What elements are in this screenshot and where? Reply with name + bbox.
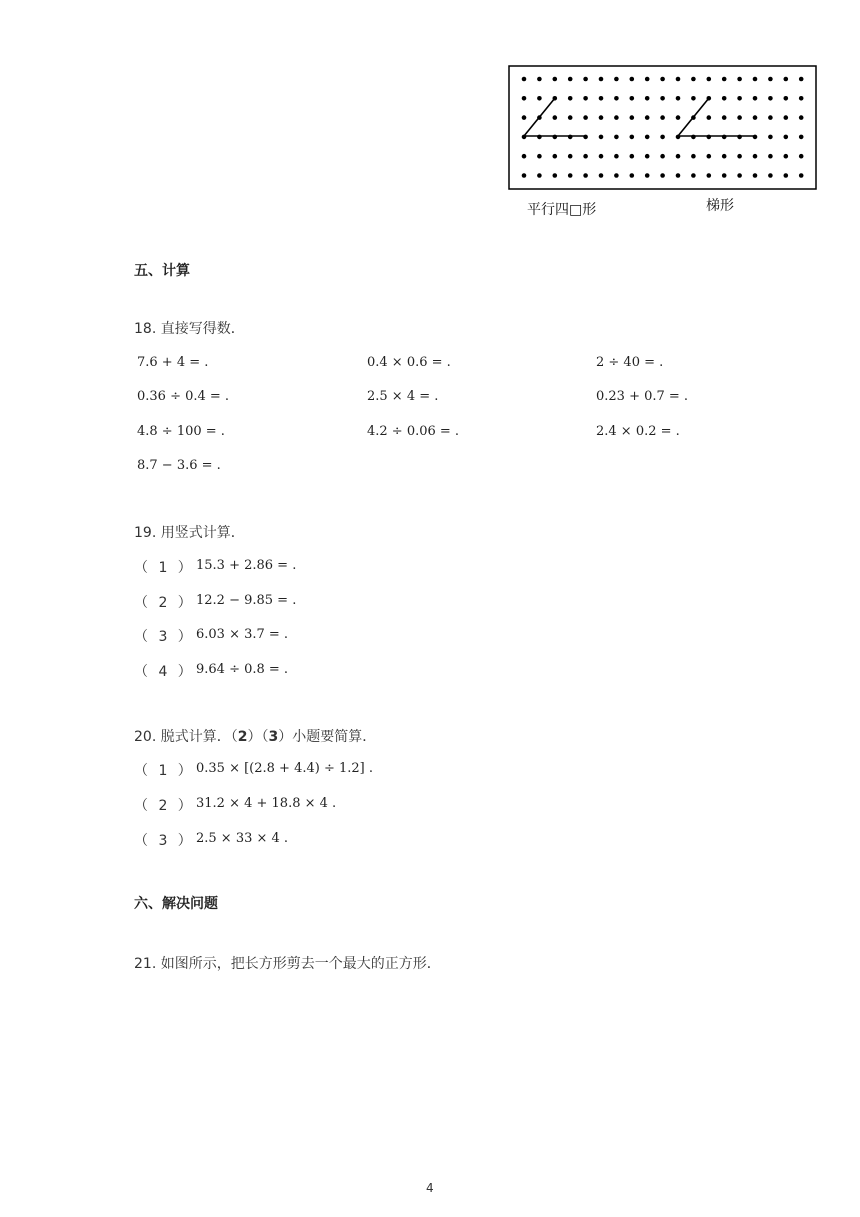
grid-dot bbox=[599, 154, 604, 159]
grid-dot bbox=[784, 96, 789, 101]
grid-dot bbox=[722, 77, 727, 82]
grid-dot bbox=[660, 173, 665, 178]
grid-dot bbox=[583, 77, 588, 82]
q20-part-number: （ 2 ） bbox=[134, 798, 195, 814]
grid-dot bbox=[522, 154, 527, 159]
grid-dot bbox=[630, 77, 635, 82]
grid-dot bbox=[568, 154, 573, 159]
section-five-title: 五、计算 bbox=[134, 263, 190, 279]
grid-dot bbox=[691, 96, 696, 101]
grid-dot bbox=[784, 154, 789, 159]
grid-dot bbox=[645, 115, 650, 120]
grid-dot bbox=[522, 115, 527, 120]
grid-dot bbox=[568, 115, 573, 120]
parallelogram-label: 平行四□形 bbox=[527, 202, 597, 218]
grid-dot bbox=[522, 173, 527, 178]
grid-dot bbox=[645, 96, 650, 101]
grid-dot bbox=[691, 77, 696, 82]
q18-item: 2.4 × 0.2 = . bbox=[596, 424, 680, 439]
shape-lines bbox=[524, 98, 756, 136]
q19-part-expression: 15.3 + 2.86 = . bbox=[196, 558, 297, 573]
q19-part-number: （ 4 ） bbox=[134, 664, 195, 680]
grid-dot bbox=[753, 115, 758, 120]
q20-part-number: （ 3 ） bbox=[134, 833, 195, 849]
grid-dot bbox=[799, 154, 804, 159]
grid-dot bbox=[568, 96, 573, 101]
grid-dot bbox=[537, 173, 542, 178]
grid-dot bbox=[599, 96, 604, 101]
grid-dot bbox=[599, 115, 604, 120]
figure-frame bbox=[509, 66, 816, 189]
q18-item: 0.36 ÷ 0.4 = . bbox=[137, 389, 230, 404]
grid-dot bbox=[583, 154, 588, 159]
q20-part-expression: 2.5 × 33 × 4 . bbox=[196, 831, 289, 846]
grid-dot bbox=[707, 173, 712, 178]
grid-dot bbox=[707, 115, 712, 120]
grid-dot bbox=[614, 154, 619, 159]
grid-dot bbox=[645, 135, 650, 140]
grid-dot bbox=[599, 135, 604, 140]
grid-dot bbox=[522, 77, 527, 82]
q18-item: 2.5 × 4 = . bbox=[367, 389, 439, 404]
grid-dot bbox=[799, 96, 804, 101]
q18-item: 4.2 ÷ 0.06 = . bbox=[367, 424, 460, 439]
grid-dot bbox=[583, 115, 588, 120]
grid-dot bbox=[768, 173, 773, 178]
q18-item: 0.4 × 0.6 = . bbox=[367, 355, 451, 370]
q18-item: 0.23 + 0.7 = . bbox=[596, 389, 689, 404]
q19-part-expression: 12.2 − 9.85 = . bbox=[196, 593, 297, 608]
grid-dot bbox=[522, 96, 527, 101]
grid-dot bbox=[799, 115, 804, 120]
q18-item: 7.6 + 4 = . bbox=[137, 355, 209, 370]
grid-dot bbox=[614, 135, 619, 140]
grid-dot bbox=[707, 154, 712, 159]
grid-dot bbox=[768, 77, 773, 82]
grid-dot bbox=[645, 154, 650, 159]
q20-part-expression: 0.35 × [(2.8 + 4.4) ÷ 1.2] . bbox=[196, 761, 373, 776]
section-six-title: 六、解决问题 bbox=[134, 896, 218, 912]
q20-prompt-start: 20. 脱式计算．（ bbox=[134, 729, 238, 745]
grid-dot bbox=[676, 173, 681, 178]
question-18-prompt: 18. 直接写得数． bbox=[134, 321, 245, 337]
grid-dot bbox=[737, 154, 742, 159]
grid-dot bbox=[630, 154, 635, 159]
grid-dot bbox=[614, 115, 619, 120]
parallelogram-slant-edge bbox=[524, 98, 555, 136]
grid-dot bbox=[799, 77, 804, 82]
grid-dot bbox=[737, 96, 742, 101]
grid-dot bbox=[722, 96, 727, 101]
grid-dot bbox=[553, 173, 558, 178]
grid-dot bbox=[753, 173, 758, 178]
q19-part-expression: 6.03 × 3.7 = . bbox=[196, 627, 289, 642]
q19-part-number: （ 2 ） bbox=[134, 595, 195, 611]
grid-dot bbox=[583, 173, 588, 178]
grid-dot bbox=[630, 135, 635, 140]
q18-item: 4.8 ÷ 100 = . bbox=[137, 424, 225, 439]
q18-item: 2 ÷ 40 = . bbox=[596, 355, 664, 370]
grid-dot bbox=[784, 115, 789, 120]
grid-dot bbox=[768, 135, 773, 140]
grid-dot bbox=[599, 173, 604, 178]
grid-dot bbox=[691, 154, 696, 159]
grid-dot bbox=[707, 77, 712, 82]
grid-dot bbox=[722, 173, 727, 178]
question-20-prompt bbox=[134, 726, 376, 746]
q20-prompt-end: ）小题要简算． bbox=[278, 729, 377, 745]
grid-dot bbox=[691, 173, 696, 178]
grid-dot bbox=[537, 154, 542, 159]
grid-dot bbox=[676, 115, 681, 120]
grid-dot bbox=[799, 135, 804, 140]
grid-dot bbox=[722, 154, 727, 159]
grid-dot bbox=[768, 96, 773, 101]
grid-dot bbox=[630, 96, 635, 101]
grid-dot bbox=[676, 154, 681, 159]
grid-dot bbox=[537, 96, 542, 101]
grid-dot bbox=[784, 173, 789, 178]
grid-dot bbox=[599, 77, 604, 82]
trapezoid-slant-edge bbox=[678, 98, 709, 136]
q20-prompt-middle: ）（ bbox=[247, 729, 269, 745]
grid-dot bbox=[660, 154, 665, 159]
grid-dot bbox=[768, 154, 773, 159]
grid-dot bbox=[568, 173, 573, 178]
grid-dot bbox=[568, 77, 573, 82]
grid-dots bbox=[522, 77, 804, 178]
grid-dot bbox=[753, 96, 758, 101]
q20-part-number: （ 1 ） bbox=[134, 763, 195, 779]
grid-dot bbox=[660, 115, 665, 120]
grid-dot bbox=[753, 77, 758, 82]
grid-dot bbox=[676, 77, 681, 82]
grid-dot bbox=[614, 77, 619, 82]
trapezoid-label: 梯形 bbox=[706, 198, 734, 214]
q20-part-expression: 31.2 × 4 + 18.8 × 4 . bbox=[196, 796, 337, 811]
grid-dot bbox=[722, 115, 727, 120]
grid-dot bbox=[537, 77, 542, 82]
page-number: 4 bbox=[426, 1181, 434, 1195]
question-21-prompt: 21. 如图所示，把长方形剪去一个最大的正方形． bbox=[134, 956, 441, 972]
grid-dot bbox=[645, 77, 650, 82]
grid-dot bbox=[583, 96, 588, 101]
q19-part-number: （ 1 ） bbox=[134, 560, 195, 576]
grid-dot bbox=[614, 96, 619, 101]
q20-prompt-part-2: 2 bbox=[237, 729, 248, 745]
q18-item: 8.7 − 3.6 = . bbox=[137, 458, 221, 473]
grid-dot bbox=[553, 115, 558, 120]
grid-dot bbox=[753, 154, 758, 159]
q20-prompt-part-3: 3 bbox=[268, 729, 279, 745]
grid-dot bbox=[645, 173, 650, 178]
grid-dot bbox=[799, 173, 804, 178]
grid-dot bbox=[660, 135, 665, 140]
grid-dot bbox=[784, 135, 789, 140]
grid-dot bbox=[660, 96, 665, 101]
q19-part-number: （ 3 ） bbox=[134, 629, 195, 645]
grid-dot bbox=[614, 173, 619, 178]
grid-dot bbox=[737, 77, 742, 82]
question-19-prompt: 19. 用竖式计算． bbox=[134, 525, 245, 541]
grid-dot bbox=[630, 173, 635, 178]
grid-dot bbox=[676, 96, 681, 101]
grid-dot bbox=[660, 77, 665, 82]
grid-dot bbox=[553, 77, 558, 82]
dot-grid-figure bbox=[508, 65, 818, 191]
grid-dot bbox=[737, 115, 742, 120]
q19-part-expression: 9.64 ÷ 0.8 = . bbox=[196, 662, 289, 677]
grid-dot bbox=[630, 115, 635, 120]
grid-dot bbox=[768, 115, 773, 120]
grid-dot bbox=[737, 173, 742, 178]
grid-dot bbox=[784, 77, 789, 82]
grid-dot bbox=[553, 154, 558, 159]
